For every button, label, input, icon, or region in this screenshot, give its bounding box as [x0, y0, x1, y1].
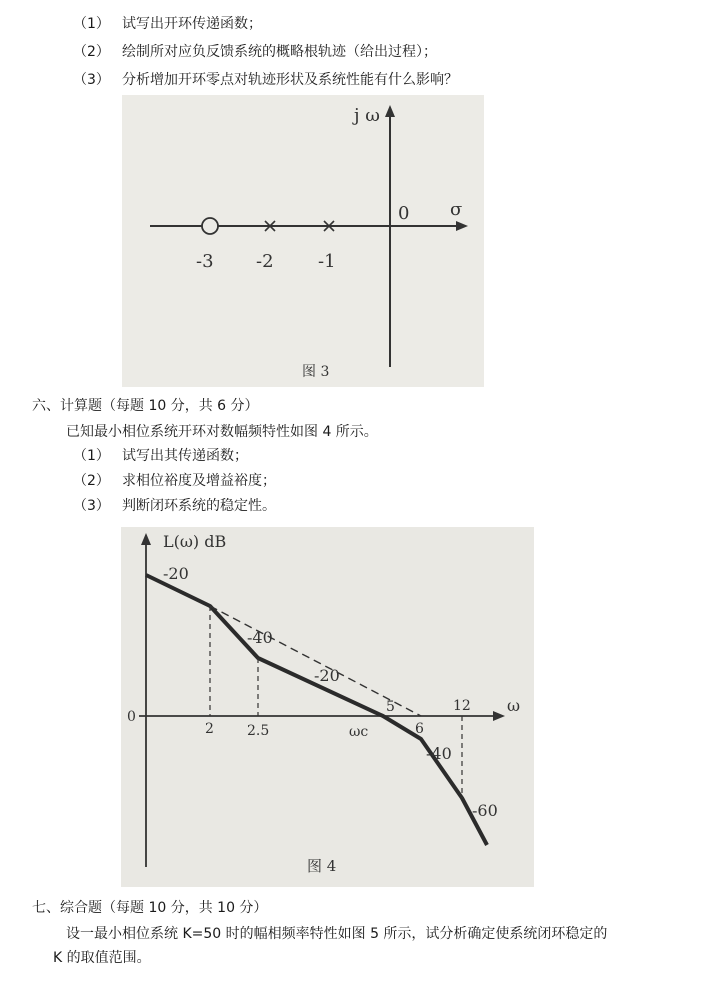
- section-6-heading: 六、计算题（每题 10 分，共 6 分）: [32, 398, 259, 414]
- q5-item-1-number: （1）: [73, 16, 110, 32]
- x-tick-2-5: 2.5: [247, 723, 270, 739]
- x-tick-5: 5: [386, 699, 395, 715]
- slope-label-4: -40: [426, 744, 452, 763]
- tick-label-minus-3: -3: [196, 251, 214, 272]
- y-axis-arrow: [141, 533, 151, 545]
- s6-item-3-number: （3）: [73, 498, 110, 514]
- figure-3-svg: [122, 95, 484, 387]
- slope-label-2: -40: [247, 628, 273, 647]
- tick-label-minus-1: -1: [318, 251, 336, 272]
- s6-item-1-text: 试写出其传递函数；: [122, 448, 248, 464]
- figure-4-caption: 图 4: [307, 857, 337, 875]
- q5-item-3-text: 分析增加开环零点对轨迹形状及系统性能有什么影响？: [122, 72, 458, 88]
- q5-item-2-text: 绘制所对应负反馈系统的概略根轨迹（给出过程）；: [122, 44, 437, 60]
- figure-4-bode-plot: [121, 527, 534, 887]
- s6-item-3-text: 判断闭环系统的稳定性。: [122, 498, 276, 514]
- x-tick-12: 12: [453, 698, 471, 714]
- section-7-line-2: K 的取值范围。: [53, 950, 151, 966]
- y-axis-label: L(ω) dB: [163, 532, 227, 551]
- figure-3-pole-zero-plot: [122, 95, 484, 387]
- zero-at-minus-3: [202, 218, 218, 234]
- section-7-line-1: 设一最小相位系统 K=50 时的幅相频率特性如图 5 所示，试分析确定使系统闭环稳定的: [66, 926, 608, 942]
- s6-item-1-number: （1）: [73, 448, 110, 464]
- real-axis-arrow: [456, 221, 468, 231]
- section-6-intro: 已知最小相位系统开环对数幅频特性如图 4 所示。: [66, 424, 378, 440]
- section-7-heading: 七、综合题（每题 10 分，共 10 分）: [32, 900, 268, 916]
- s6-item-2-text: 求相位裕度及增益裕度；: [122, 473, 276, 489]
- zero-db-label: 0: [127, 709, 136, 725]
- x-tick-2: 2: [205, 721, 214, 737]
- imag-axis-arrow: [385, 105, 395, 117]
- figure-3-caption: 图 3: [302, 364, 330, 380]
- q5-item-3-number: （3）: [73, 72, 110, 88]
- slope-label-3: -20: [314, 666, 340, 685]
- s6-item-2-number: （2）: [73, 473, 110, 489]
- x-axis-arrow: [493, 711, 505, 721]
- origin-label: 0: [398, 203, 410, 224]
- figure-4-svg: [121, 527, 534, 887]
- magnitude-curve: [146, 575, 487, 845]
- slope-label-1: -20: [163, 564, 189, 583]
- x-tick-6: 6: [415, 721, 424, 737]
- slope-label-5: -60: [472, 801, 498, 820]
- y-axis-label: j ω: [354, 105, 380, 126]
- x-axis-label: ω: [507, 696, 521, 715]
- x-axis-label: σ: [450, 199, 463, 220]
- q5-item-2-number: （2）: [73, 44, 110, 60]
- tick-label-minus-2: -2: [256, 251, 274, 272]
- x-tick-omega-c: ωc: [349, 724, 369, 740]
- q5-item-1-text: 试写出开环传递函数；: [122, 16, 262, 32]
